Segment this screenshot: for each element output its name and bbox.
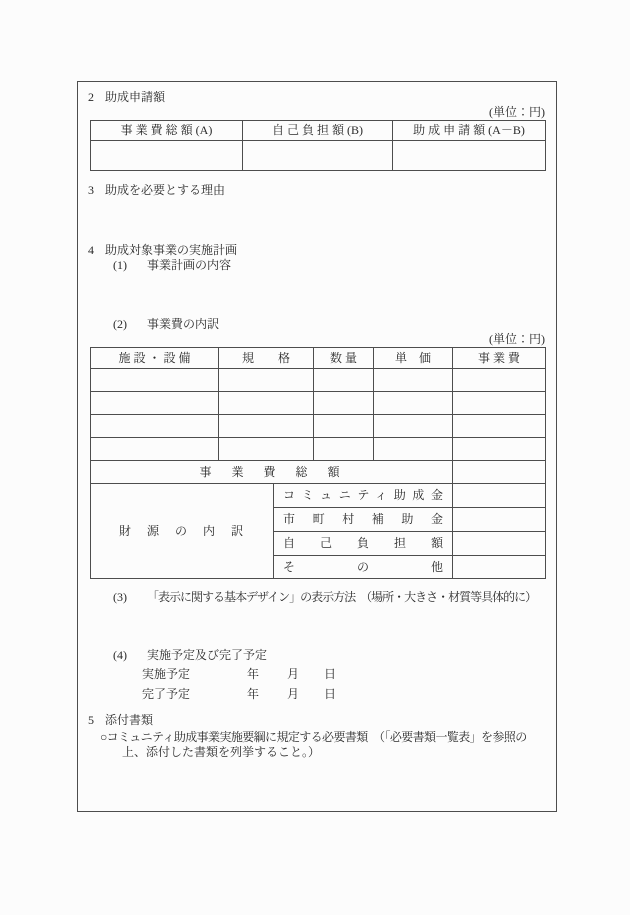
section-4-1-title: 事業計画の内容 [147,258,232,272]
attachment-note-line1: ○コミュニティ助成事業実施要綱に規定する必要書類 （「必要書類一覧表」を参照の [100,730,527,744]
label-project-cost-grand-total: 事 業 費 総 額 [91,461,453,484]
section-5-heading [88,713,153,728]
header-facility-equipment: 施 設 ・ 設 備 [91,348,219,369]
section-4-2-heading [113,317,219,332]
schedule-row-start [0,667,630,682]
label-municipal-subsidy: 市町村補助金 [274,508,453,532]
section-4-2-number: (2) [113,317,127,331]
section-4-4-title: 実施予定及び完了予定 [147,648,268,662]
funding-row [91,484,546,508]
cell-project-cost-grand-total [453,461,546,484]
subsidy-amount-header-row [91,121,546,141]
expense-header-row [91,348,546,369]
schedule-complete-day: 日 [324,687,337,701]
schedule-complete-month: 月 [287,687,300,701]
cell-community-grant [453,484,546,508]
cell-municipal-subsidy [453,508,546,532]
section-5-title: 添付書類 [105,713,154,727]
schedule-start-year: 年 [247,667,260,681]
label-other: その他 [274,556,453,579]
subsidy-amount-value-row [91,141,546,171]
schedule-row-complete [0,687,630,702]
schedule-start-month: 月 [287,667,300,681]
section-4-3-heading [113,590,536,605]
expense-empty-row [91,392,546,415]
section-4-3-number: (3) [113,590,127,604]
label-self-payment-amount: 自己負担額 [274,532,453,556]
subsidy-amount-table [90,120,546,171]
section-2-number: 2 [88,90,94,104]
cell-self-payment-amount [453,532,546,556]
schedule-complete-label: 完了予定 [142,687,191,701]
section-4-2-title: 事業費の内訳 [147,317,220,331]
expense-breakdown-table [90,347,546,484]
unit-label-section2: (単位：円) [489,105,545,119]
expense-empty-row [91,438,546,461]
header-specification: 規 格 [219,348,314,369]
section-2-heading [88,90,165,105]
attachment-note-line2: 上、添付した書類を列挙すること。） [122,745,321,759]
header-subsidy-request: 助 成 申 請 額 (A－B) [393,121,546,141]
section-4-heading [88,243,237,258]
section-2-title: 助成申請額 [105,90,166,104]
section-4-3-title: 「表示に関する基本デザイン」の表示方法 （場所・大きさ・材質等具体的に） [147,590,537,604]
header-quantity: 数 量 [314,348,374,369]
section-4-4-number: (4) [113,648,127,662]
section-4-1-heading [113,258,231,273]
section-3-number: 3 [88,183,94,197]
cell-project-cost-total [91,141,243,171]
section-4-4-heading [113,648,267,663]
cell-subsidy-request [393,141,546,171]
cell-other [453,556,546,579]
unit-label-section4: (単位：円) [489,332,545,346]
section-4-title: 助成対象事業の実施計画 [105,243,238,257]
label-community-grant: コミュニティ助成金 [274,484,453,508]
header-project-cost: 事 業 費 [453,348,546,369]
cell-self-payment [243,141,393,171]
label-funding-sources: 財 源 の 内 訳 [91,484,274,579]
section-4-number: 4 [88,243,94,257]
section-3-title: 助成を必要とする理由 [105,183,226,197]
expense-total-row [91,461,546,484]
section-4-1-number: (1) [113,258,127,272]
header-project-cost-total: 事 業 費 総 額 (A) [91,121,243,141]
expense-empty-row [91,415,546,438]
funding-sources-table [90,483,546,579]
schedule-start-day: 日 [324,667,337,681]
schedule-complete-year: 年 [247,687,260,701]
header-self-payment: 自 己 負 担 額 (B) [243,121,393,141]
schedule-start-label: 実施予定 [142,667,191,681]
section-3-heading [88,183,225,198]
section-5-number: 5 [88,713,94,727]
header-unit-price: 単 価 [374,348,453,369]
expense-empty-row [91,369,546,392]
